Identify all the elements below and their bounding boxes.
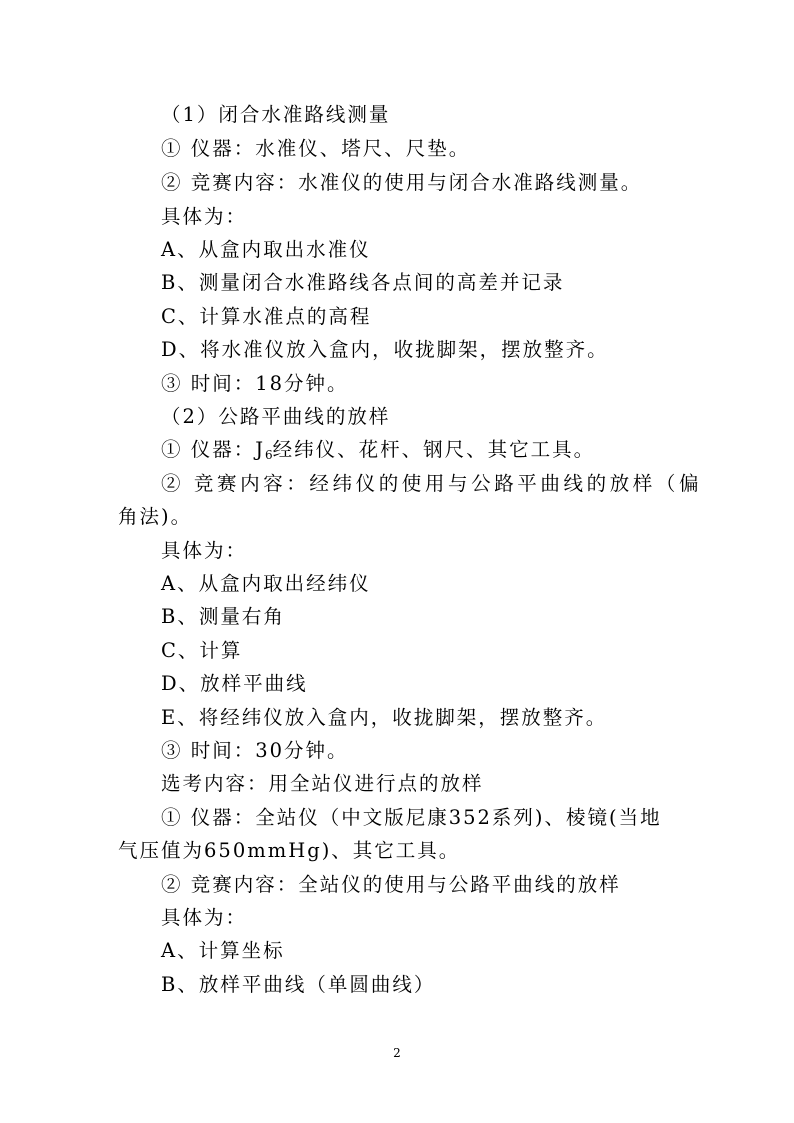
text-line: ② 竞赛内容：全站仪的使用与公路平曲线的放样 xyxy=(161,873,621,896)
text-line: ① 仪器：全站仪（中文版尼康352系列)、棱镜(当地 xyxy=(161,806,662,829)
text-line: C、计算 xyxy=(161,639,243,662)
text-line: ③ 时间：30分钟。 xyxy=(161,739,349,762)
section-heading-1: （1）闭合水准路线测量 xyxy=(161,103,391,126)
text-line: B、放样平曲线（单圆曲线） xyxy=(161,973,436,996)
text-line: ② 竞赛内容：经纬仪的使用与公路平曲线的放样（偏 xyxy=(161,472,703,495)
text-line: 气压值为650mmHg)、其它工具。 xyxy=(118,839,461,862)
instrument-prefix: ① 仪器：J xyxy=(161,438,266,461)
page-number: 2 xyxy=(393,1046,401,1060)
text-line: E、将经纬仪放入盒内，收拢脚架，摆放整齐。 xyxy=(161,706,608,729)
text-line: ② 竞赛内容：水准仪的使用与闭合水准路线测量。 xyxy=(161,171,643,194)
instrument-suffix: 经纬仪、花杆、钢尺、其它工具。 xyxy=(272,438,596,461)
text-line: 具体为： xyxy=(161,906,248,929)
text-line: A、计算坐标 xyxy=(161,939,285,962)
section-heading-3: 选考内容：用全站仪进行点的放样 xyxy=(161,772,484,795)
section-heading-2: （2）公路平曲线的放样 xyxy=(161,405,391,428)
instrument-subscript: 6 xyxy=(265,448,273,462)
text-line: A、从盒内取出水准仪 xyxy=(161,238,371,261)
text-line: ③ 时间：18分钟。 xyxy=(161,372,349,395)
text-line: B、测量闭合水准路线各点间的高差并记录 xyxy=(161,271,565,294)
text-line: D、将水准仪放入盒内，收拢脚架，摆放整齐。 xyxy=(161,338,609,361)
text-line: ① 仪器：水准仪、塔尺、尺垫。 xyxy=(161,137,471,160)
text-line: D、放样平曲线 xyxy=(161,672,308,695)
text-line: 角法)。 xyxy=(118,505,193,528)
text-line: 具体为： xyxy=(161,539,248,562)
text-line: 具体为： xyxy=(161,205,248,228)
text-line: A、从盒内取出经纬仪 xyxy=(161,572,371,595)
text-line: C、计算水准点的高程 xyxy=(161,305,372,328)
text-line-instrument xyxy=(161,438,595,467)
text-line: B、测量右角 xyxy=(161,605,285,628)
